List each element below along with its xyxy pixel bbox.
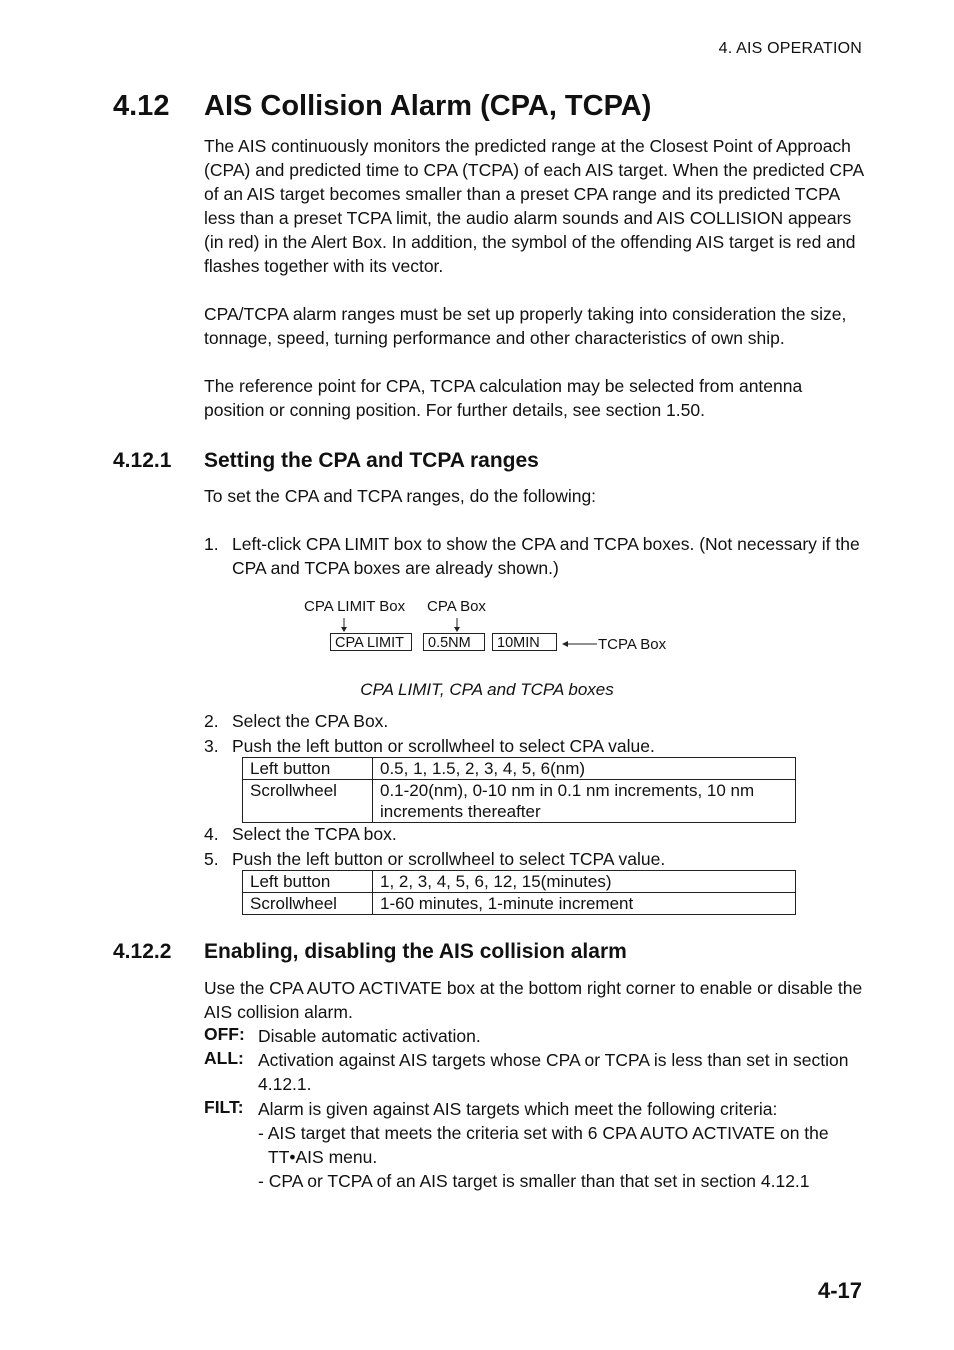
step-number: 5. <box>204 849 219 869</box>
arrow-head <box>341 627 347 632</box>
step-text: Select the CPA Box. <box>232 711 389 731</box>
figure-caption: CPA LIMIT, CPA and TCPA boxes <box>360 680 614 699</box>
page-number: 4-17 <box>817 1278 862 1303</box>
section-title: AIS Collision Alarm (CPA, TCPA) <box>204 90 652 122</box>
subsection-1-title: Setting the CPA and TCPA ranges <box>204 449 539 472</box>
step-number: 4. <box>204 824 219 844</box>
section-paragraph-2 <box>204 302 864 350</box>
step-number: 3. <box>204 736 219 756</box>
step-2 <box>204 709 864 733</box>
cpa-value-table <box>242 757 796 823</box>
section-number: 4.12 <box>113 90 170 122</box>
section-paragraph-1 <box>204 134 864 278</box>
term-off: OFF: <box>204 1024 245 1044</box>
table-cell-control: Left button <box>243 871 373 893</box>
table-cell-values: 1-60 minutes, 1-minute increment <box>373 893 796 915</box>
table-cell-control: Scrollwheel <box>243 893 373 915</box>
arrow-head <box>562 641 568 647</box>
subsection-2-number: 4.12.2 <box>113 940 172 963</box>
table-cell-control: Scrollwheel <box>243 780 373 823</box>
term-all-text: Activation against AIS targets whose CPA or TCPA is less than set in section 4.12.1. <box>258 1050 849 1094</box>
cpa-limit-box: CPA LIMIT <box>330 633 412 651</box>
step-5 <box>204 847 864 871</box>
step-text: Push the left button or scrollwheel to select TCPA value. <box>232 849 666 869</box>
table-row <box>243 780 796 823</box>
table-cell-values: 1, 2, 3, 4, 5, 6, 12, 15(minutes) <box>373 871 796 893</box>
subsection-2-title: Enabling, disabling the AIS collision alarm <box>204 940 627 963</box>
subsection-1-intro: To set the CPA and TCPA ranges, do the following: <box>204 486 597 506</box>
table-cell-control: Left button <box>243 758 373 780</box>
arrow-head <box>454 627 460 632</box>
subsection-2-intro: Use the CPA AUTO ACTIVATE box at the bottom right corner to enable or disable the AIS collision alarm. <box>204 978 863 1022</box>
table-row <box>243 871 796 893</box>
step-text: Push the left button or scrollwheel to select CPA value. <box>232 736 655 756</box>
step-text: Select the TCPA box. <box>232 824 397 844</box>
table-row <box>243 758 796 780</box>
paragraph-text: The reference point for CPA, TCPA calculation may be selected from antenna position or conning position. For further details, see section 1.50. <box>204 376 803 420</box>
step-number: 1. <box>204 534 219 554</box>
table-cell-values: 0.5, 1, 1.5, 2, 3, 4, 5, 6(nm) <box>373 758 796 780</box>
paragraph-text: The AIS continuously monitors the predicted range at the Closest Point of Approach (CPA) and predicted time to CPA (TCPA) of each AIS target. When the predicted CPA of an AIS target becomes smaller than a preset CPA range and its predicted TCPA less than a preset TCPA limit, the audio alarm sounds and AIS COLLISION appears (in red) in the Alert Box. In addition, the symbol of the offending AIS target is red and flashes together with its vector. <box>204 136 864 276</box>
step-number: 2. <box>204 711 219 731</box>
term-filt-text: Alarm is given against AIS targets which meet the following criteria: <box>258 1099 778 1119</box>
filt-criterion-2: - CPA or TCPA of an AIS target is smaller than that set in section 4.12.1 <box>258 1171 810 1191</box>
step-1 <box>204 532 864 580</box>
table-row <box>243 893 796 915</box>
term-all: ALL: <box>204 1048 244 1068</box>
running-head: 4. AIS OPERATION <box>718 40 862 57</box>
filt-criterion-1: - AIS target that meets the criteria set with 6 CPA AUTO ACTIVATE on the TT•AIS menu. <box>258 1123 829 1167</box>
step-3 <box>204 734 864 758</box>
paragraph-text: CPA/TCPA alarm ranges must be set up properly taking into consideration the size, tonnage, speed, turning performance and other characteristics of own ship. <box>204 304 847 348</box>
tcpa-value-table <box>242 870 796 915</box>
term-filt: FILT: <box>204 1097 244 1117</box>
table-cell-values: 0.1-20(nm), 0-10 nm in 0.1 nm increments, 10 nm increments thereafter <box>373 780 796 823</box>
cpa-limit-box-label: CPA LIMIT Box <box>304 598 406 615</box>
cpa-box: 0.5NM <box>423 633 485 651</box>
subsection-1-number: 4.12.1 <box>113 449 172 472</box>
tcpa-box: 10MIN <box>492 633 557 651</box>
step-text: Left-click CPA LIMIT box to show the CPA and TCPA boxes. (Not necessary if the CPA and TCPA boxes are already shown.) <box>232 534 860 578</box>
cpa-box-label: CPA Box <box>427 598 486 615</box>
section-paragraph-3 <box>204 374 864 422</box>
term-off-text: Disable automatic activation. <box>258 1026 481 1046</box>
step-4 <box>204 822 864 846</box>
tcpa-box-label: TCPA Box <box>598 636 667 653</box>
